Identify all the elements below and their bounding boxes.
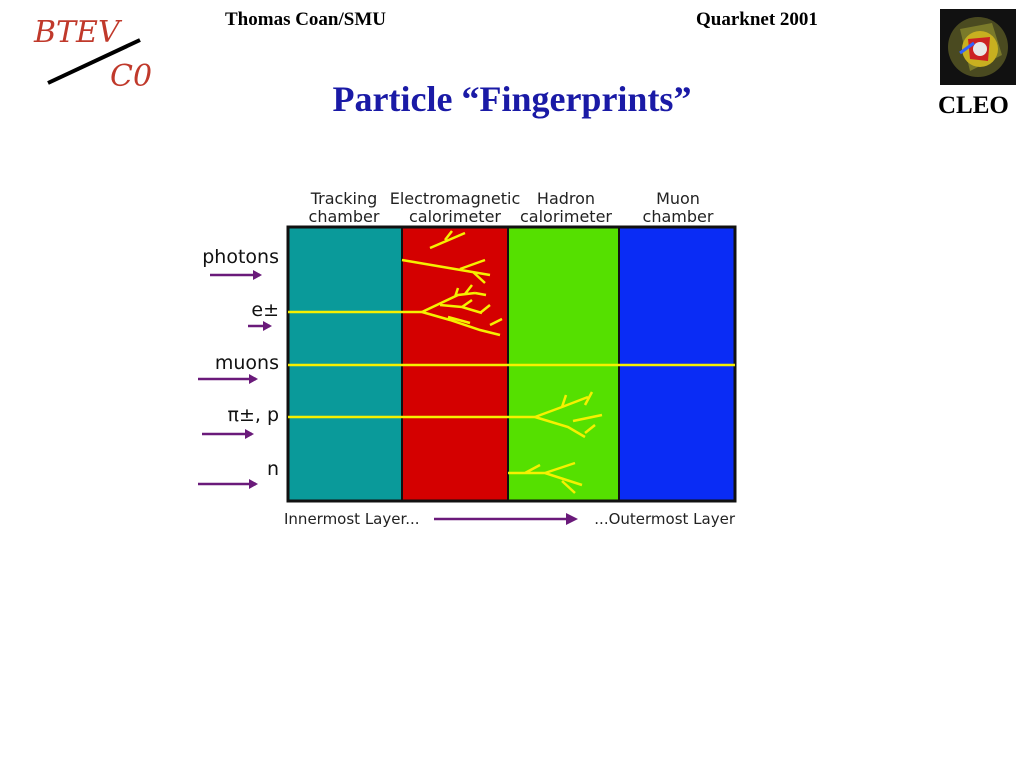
header-tracking-line2: chamber: [308, 207, 380, 226]
layer-direction-arrowhead: [566, 513, 578, 525]
slide-title: Particle “Fingerprints”: [332, 79, 692, 119]
particle-label-photons: photons: [202, 246, 279, 268]
header-muon-line1: Muon: [656, 189, 700, 208]
particle-detector-diagram: [190, 185, 750, 535]
detector-image-icon: [940, 9, 1016, 85]
arrowhead-pions: [245, 429, 254, 439]
axis-innermost-label: Innermost Layer...: [284, 510, 420, 528]
arrowhead-electrons: [263, 321, 272, 331]
btev-logo-text: BTEV: [34, 15, 120, 50]
arrowhead-muons: [249, 374, 258, 384]
arrowhead-photons: [253, 270, 262, 280]
axis-outermost-label: ...Outermost Layer: [594, 510, 735, 528]
particle-label-pions: π±, p: [227, 404, 279, 426]
arrowhead-neutrons: [249, 479, 258, 489]
header-tracking-line1: Tracking: [310, 189, 378, 208]
author-label: Thomas Coan/SMU: [225, 9, 386, 30]
particle-label-neutrons: n: [266, 458, 279, 480]
header-muon-line2: chamber: [642, 207, 714, 226]
c0-logo-text: C0: [110, 59, 153, 90]
particle-label-electrons: e±: [251, 299, 279, 321]
cleo-label: CLEO: [938, 92, 1009, 119]
header-hadron-line1: Hadron: [536, 189, 596, 208]
event-label: Quarknet 2001: [696, 9, 818, 30]
header-hadron-line2: calorimeter: [520, 207, 612, 226]
header-em-line1: Electromagnetic: [389, 189, 521, 208]
header-em-line2: calorimeter: [409, 207, 501, 226]
particle-label-muons: muons: [214, 352, 279, 374]
